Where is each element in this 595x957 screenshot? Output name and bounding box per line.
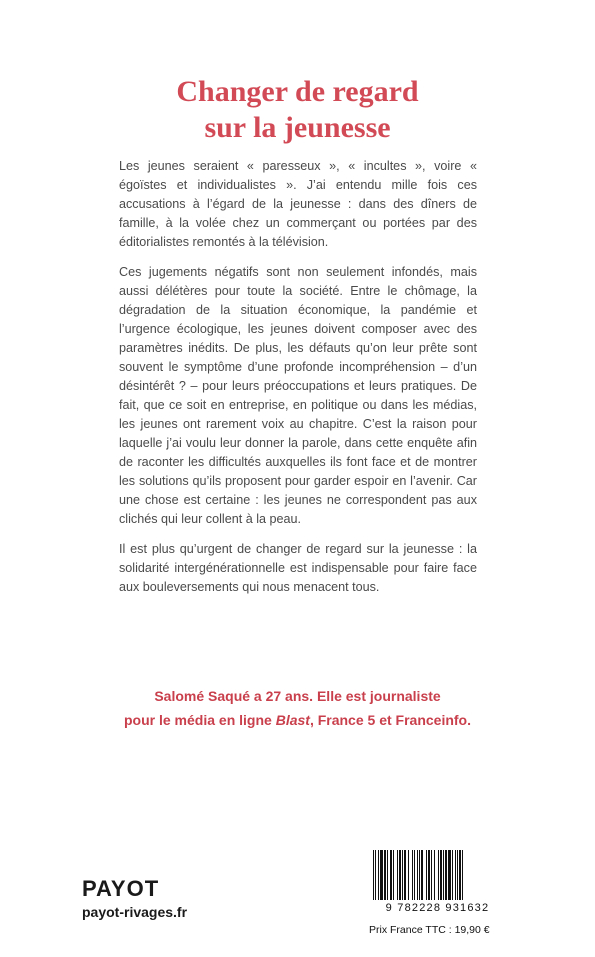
barcode-bar <box>448 850 451 900</box>
barcode-bar <box>438 850 439 900</box>
barcode-bar <box>428 850 430 900</box>
barcode-digits: 9 782228 931632 <box>385 902 490 914</box>
author-bio-text-2: pour le média en ligne <box>124 712 276 728</box>
barcode-bar <box>459 850 461 900</box>
barcode-bar <box>455 850 456 900</box>
author-bio-line-1 <box>0 684 595 708</box>
barcode <box>369 848 506 920</box>
blurb-paragraph-2: Ces jugements négatifs sont non seulement infondés, mais aussi délétères pour toute la société. Entre le chômage, la dégradation de la situation économique, la pandémie et l’urgence écologique, les jeunes doivent composer avec des paramètres inédits. De plus, les défauts qu’on leur prête sont souvent le symptôme d’une profonde incompréhension – d’un désintérêt ? – pour leurs préoccupations et leurs pratiques. De fait, que ce soit en entreprise, en politique ou dans les médias, les jeunes ont rarement voix au chapitre. C’est la raison pour laquelle j’ai voulu leur donner la parole, dans cette enquête afin de raconter les difficultés auxquelles ils font face et de montrer les solutions qu’ils proposent pour garder espoir en l’avenir. Car une chose est certaine : les jeunes ne correspondent pas aux clichés qui leur collent à la peau. <box>119 265 477 526</box>
barcode-bar <box>412 850 413 900</box>
barcode-bar <box>380 850 383 900</box>
barcode-bar <box>443 850 444 900</box>
barcode-bar <box>408 850 409 900</box>
barcode-bar <box>384 850 386 900</box>
author-bio-text-3: , France 5 et Franceinfo. <box>309 712 471 728</box>
author-bio <box>0 684 595 732</box>
barcode-bar <box>419 850 420 900</box>
barcode-bar <box>387 850 388 900</box>
price-label: Prix France TTC : 19,90 € <box>369 924 490 936</box>
barcode-bar <box>393 850 394 900</box>
title-line-2: sur la jeunesse <box>204 111 391 144</box>
barcode-bar <box>414 850 415 900</box>
publisher-logo: PAYOT <box>82 876 160 901</box>
barcode-bar <box>421 850 423 900</box>
barcode-bar <box>397 850 398 900</box>
barcode-bar <box>452 850 453 900</box>
barcode-bar <box>431 850 432 900</box>
barcode-bar <box>378 850 379 900</box>
barcode-bar <box>417 850 418 900</box>
barcode-bar <box>426 850 427 900</box>
blurb-paragraph-3: Il est plus qu’urgent de changer de regard sur la jeunesse : la solidarité intergénérationnelle est indispensable pour faire face aux bouleversements qui nous menacent tous. <box>119 542 477 594</box>
publisher-website: payot-rivages.fr <box>82 904 188 920</box>
barcode-bar <box>399 850 401 900</box>
blurb <box>119 157 477 608</box>
barcode-bar <box>434 850 435 900</box>
barcode-bar <box>457 850 458 900</box>
barcode-bar <box>390 850 392 900</box>
media-name: Blast <box>275 712 310 728</box>
barcode-bar <box>402 850 403 900</box>
publisher-block <box>82 877 187 922</box>
blurb-paragraph-1: Les jeunes seraient « paresseux », « incultes », voire « égoïstes et individualistes ». J’ai entendu mille fois ces accusations à l’égard de la jeunesse : dans des dîners de famille, à la volée chez un commerçant ou portées par des éditorialistes remontés à la télévision. <box>119 159 477 249</box>
barcode-bar <box>404 850 406 900</box>
barcode-bars <box>369 848 506 904</box>
barcode-bar <box>445 850 447 900</box>
author-bio-line-2 <box>0 708 595 732</box>
book-title <box>0 74 595 146</box>
author-name: Salomé Saqué <box>154 688 251 704</box>
barcode-bar <box>440 850 442 900</box>
barcode-bar <box>373 850 374 900</box>
title-line-1: Changer de regard <box>176 75 419 108</box>
barcode-bar <box>375 850 376 900</box>
author-bio-text-1: a 27 ans. Elle est journaliste <box>250 688 441 704</box>
barcode-bar <box>462 850 463 900</box>
